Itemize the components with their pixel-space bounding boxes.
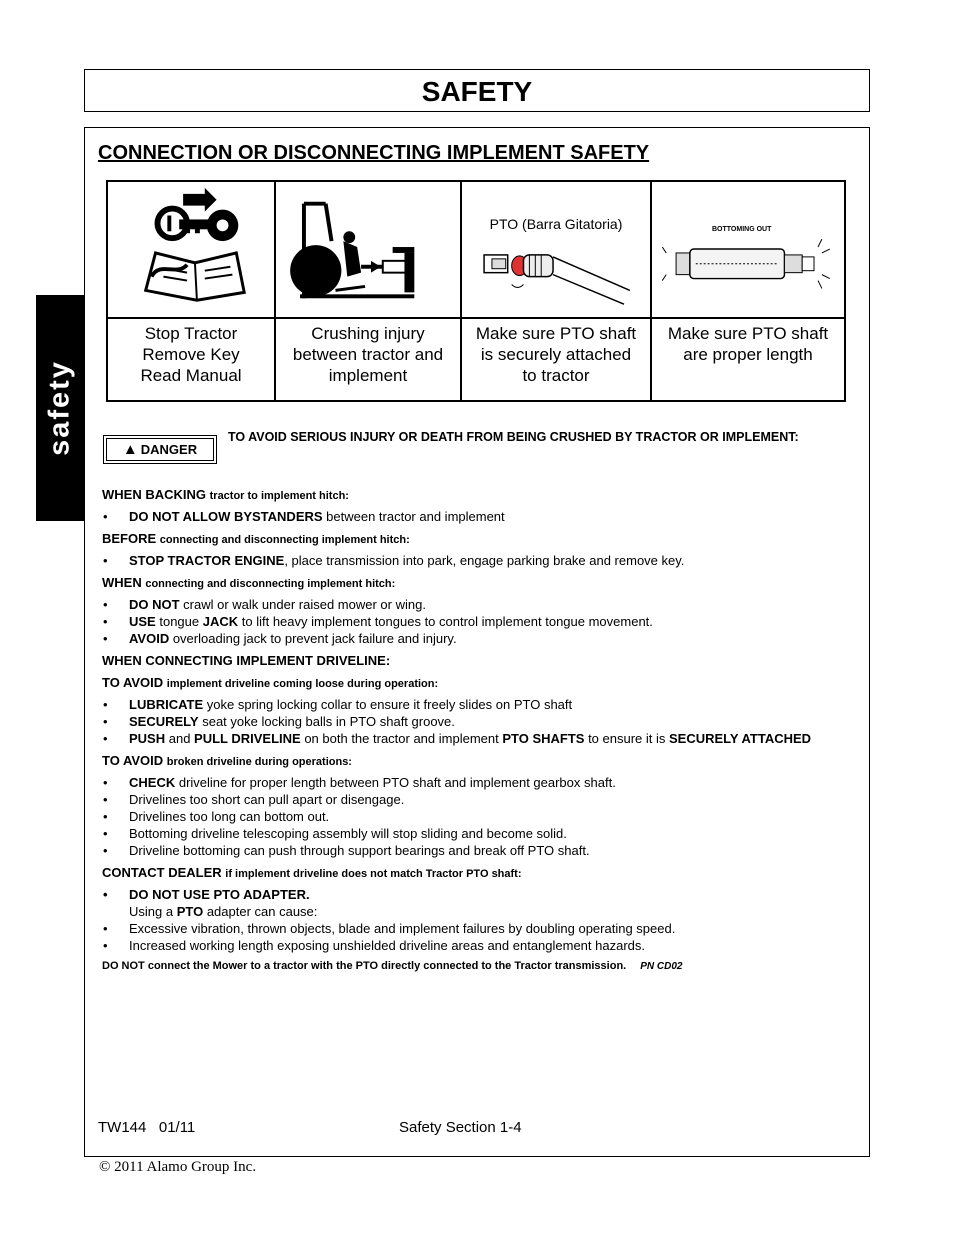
copyright: © 2011 Alamo Group Inc. — [99, 1159, 257, 1175]
caption-line: Stop Tractor — [144, 324, 238, 343]
page-title: SAFETY — [421, 76, 533, 107]
heading-avoid-loose: TO AVOID implement driveline coming loose during operation: — [102, 675, 439, 690]
list-item: • Increased working length exposing unshielded driveline areas and entanglement hazards. — [102, 937, 852, 954]
caption-crushing-injury — [276, 319, 462, 400]
pictogram-table — [106, 180, 846, 402]
caption-stop-tractor — [108, 319, 276, 400]
caption-line: Make sure PTO shaft — [667, 324, 829, 343]
caption-line: between tractor and — [292, 345, 444, 364]
list-item: • Drivelines too long can bottom out. — [102, 808, 852, 825]
heading-avoid-broken: TO AVOID broken driveline during operations: — [102, 753, 352, 768]
list-item-sub: Using a PTO adapter can cause: — [129, 904, 318, 919]
key-and-manual-icon — [108, 182, 276, 319]
heading-contact-dealer: CONTACT DEALER if implement driveline does not match Tractor PTO shaft: — [102, 865, 522, 880]
caption-line: to tractor — [522, 366, 590, 385]
list-item: • Driveline bottoming can push through support bearings and break off PTO shaft. — [102, 842, 852, 859]
list-item: • CHECK driveline for proper length between PTO shaft and implement gearbox shaft. — [102, 774, 852, 791]
pto-length-icon — [652, 182, 844, 319]
list-item: • Bottoming driveline telescoping assembly will stop sliding and become solid. — [102, 825, 852, 842]
caption-line: implement — [328, 366, 408, 385]
pto-label: PTO (Barra Gitatoria) — [489, 216, 623, 232]
side-tab — [36, 295, 84, 521]
warning-triangle-icon: ▲ — [122, 441, 138, 458]
list-item: • LUBRICATE yoke spring locking collar to ensure it freely slides on PTO shaft — [102, 696, 852, 713]
list-item: • PUSH and PULL DRIVELINE on both the tractor and implement PTO SHAFTS to ensure it is SECURELY ATTACHED — [102, 730, 852, 747]
pto-attachment-icon — [462, 182, 652, 319]
list-item: • STOP TRACTOR ENGINE, place transmission into park, engage parking brake and remove key. — [102, 552, 852, 569]
caption-line: Read Manual — [140, 366, 242, 385]
safety-instructions — [102, 486, 852, 975]
danger-badge — [103, 435, 217, 464]
crushing-injury-icon — [276, 182, 462, 319]
list-item: • USE tongue JACK to lift heavy implement tongues to control implement tongue movement. — [102, 613, 852, 630]
part-number: PN CD02 — [640, 961, 683, 972]
caption-line: is securely attached — [480, 345, 632, 364]
heading-when: WHEN connecting and disconnecting implement hitch: — [102, 575, 396, 590]
list-item: • DO NOT USE PTO ADAPTER. — [102, 886, 852, 903]
header-box — [84, 69, 870, 112]
list-item: • Drivelines too short can pull apart or disengage. — [102, 791, 852, 808]
footer-model-date: TW144 01/11 — [98, 1119, 196, 1136]
section-title: CONNECTION OR DISCONNECTING IMPLEMENT SAFETY — [98, 142, 650, 164]
footer-section: Safety Section 1-4 — [399, 1119, 522, 1136]
list-item: • Excessive vibration, thrown objects, blade and implement failures by doubling operating speed. — [102, 920, 852, 937]
caption-line: Remove Key — [142, 345, 240, 364]
list-item: • SECURELY seat yoke locking balls in PTO shaft groove. — [102, 713, 852, 730]
caption-pto-attached — [462, 319, 652, 400]
heading-driveline: WHEN CONNECTING IMPLEMENT DRIVELINE: — [102, 653, 391, 668]
list-item: • AVOID overloading jack to prevent jack failure and injury. — [102, 630, 852, 647]
list-item: • DO NOT crawl or walk under raised mower or wing. — [102, 596, 852, 613]
final-note: DO NOT connect the Mower to a tractor with the PTO directly connected to the Tractor transmission. PN CD02 — [102, 960, 683, 972]
heading-before: BEFORE connecting and disconnecting implement hitch: — [102, 531, 410, 546]
caption-line: Crushing injury — [311, 324, 425, 343]
caption-pto-length — [652, 319, 844, 400]
list-item: • DO NOT ALLOW BYSTANDERS between tractor and implement — [102, 508, 852, 525]
bottoming-out-label: BOTTOMING OUT — [712, 226, 772, 233]
heading-when-backing: WHEN BACKING tractor to implement hitch: — [102, 487, 349, 502]
caption-line: Make sure PTO shaft — [475, 324, 637, 343]
side-tab-label: safety — [43, 360, 76, 456]
danger-label: DANGER — [140, 442, 198, 457]
caption-line: are proper length — [683, 345, 813, 364]
danger-text: TO AVOID SERIOUS INJURY OR DEATH FROM BEING CRUSHED BY TRACTOR OR IMPLEMENT: — [228, 430, 799, 444]
